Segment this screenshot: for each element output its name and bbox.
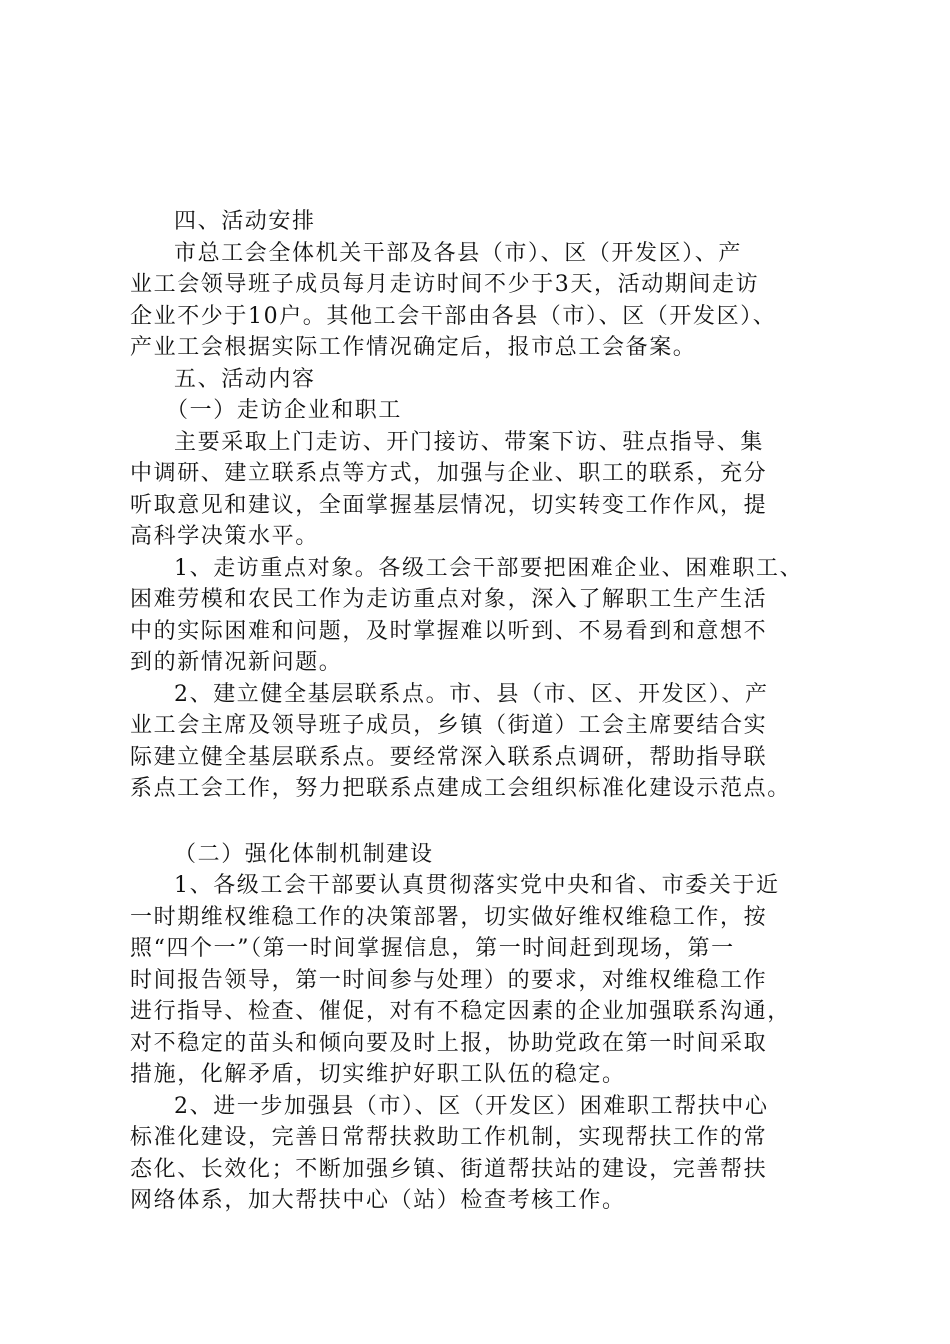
subsection-heading-mechanism: （二）强化体制机制建设 bbox=[174, 841, 434, 867]
paragraph-line: 进行指导、检查、催促，对有不稳定因素的企业加强联系沟通， bbox=[130, 999, 791, 1024]
paragraph-line: 措施，化解矛盾，切实维护好职工队伍的稳定。 bbox=[130, 1062, 626, 1087]
paragraph-line: 中的实际困难和问题，及时掌握难以听到、不易看到和意想不 bbox=[130, 618, 768, 644]
section-heading-activity-content: 五、活动内容 bbox=[174, 366, 316, 392]
paragraph-line: 业工会领导班子成员每月走访时间不少于3天，活动期间走访 bbox=[130, 272, 760, 297]
paragraph-line: 中调研、建立联系点等方式，加强与企业、职工的联系，充分 bbox=[130, 461, 768, 486]
paragraph-line: 2、建立健全基层联系点。市、县（市、区、开发区）、产 bbox=[174, 681, 769, 707]
paragraph-line: 主要采取上门走访、开门接访、带案下访、驻点指导、集 bbox=[174, 429, 765, 455]
paragraph-line: 标准化建设，完善日常帮扶救助工作机制，实现帮扶工作的常 bbox=[130, 1125, 768, 1150]
paragraph-line: 听取意见和建议，全面掌握基层情况，切实转变工作作风，提 bbox=[130, 492, 768, 518]
subsection-heading-visit: （一）走访企业和职工 bbox=[166, 398, 403, 423]
paragraph-line: 高科学决策水平。 bbox=[130, 524, 319, 549]
paragraph-line: 一时期维权维稳工作的决策部署，切实做好维权维稳工作，按 bbox=[130, 904, 768, 930]
paragraph-line: 态化、长效化；不断加强乡镇、街道帮扶站的建设，完善帮扶 bbox=[130, 1156, 768, 1182]
paragraph-line: 际建立健全基层联系点。要经常深入联系点调研，帮助指导联 bbox=[130, 744, 768, 770]
paragraph-line: 1、走访重点对象。各级工会干部要把困难企业、困难职工、 bbox=[174, 555, 804, 581]
paragraph-line: 企业不少于10户。其他工会干部由各县（市）、区（开发区）、 bbox=[130, 303, 777, 329]
document-body bbox=[130, 206, 830, 1217]
paragraph-line: 产业工会根据实际工作情况确定后，报市总工会备案。 bbox=[130, 335, 697, 360]
paragraph-line: 到的新情况新问题。 bbox=[130, 650, 343, 675]
paragraph-line: 1、各级工会干部要认真贯彻落实党中央和省、市委关于近 bbox=[174, 873, 780, 898]
paragraph-line: 时间报告领导，第一时间参与处理）的要求，对维权维稳工作 bbox=[130, 967, 768, 993]
paragraph-line: 系点工会工作，努力把联系点建成工会组织标准化建设示范点。 bbox=[130, 776, 791, 801]
paragraph-spacer bbox=[130, 805, 830, 839]
paragraph-line: 网络体系，加大帮扶中心（站）检查考核工作。 bbox=[130, 1188, 626, 1213]
paragraph-line: 照“四个一”（第一时间掌握信息，第一时间赶到现场，第一 bbox=[130, 936, 735, 961]
paragraph-line: 困难劳模和农民工作为走访重点对象，深入了解职工生产生活 bbox=[130, 587, 768, 612]
paragraph-line: 业工会主席及领导班子成员，乡镇（街道）工会主席要结合实 bbox=[130, 713, 768, 738]
paragraph-line: 对不稳定的苗头和倾向要及时上报，协助党政在第一时间采取 bbox=[130, 1030, 768, 1056]
paragraph-line: 市总工会全体机关干部及各县（市）、区（开发区）、产 bbox=[174, 240, 743, 266]
paragraph-line: 2、进一步加强县（市）、区（开发区）困难职工帮扶中心 bbox=[174, 1093, 769, 1119]
section-heading-activity-arrangement: 四、活动安排 bbox=[174, 209, 316, 234]
